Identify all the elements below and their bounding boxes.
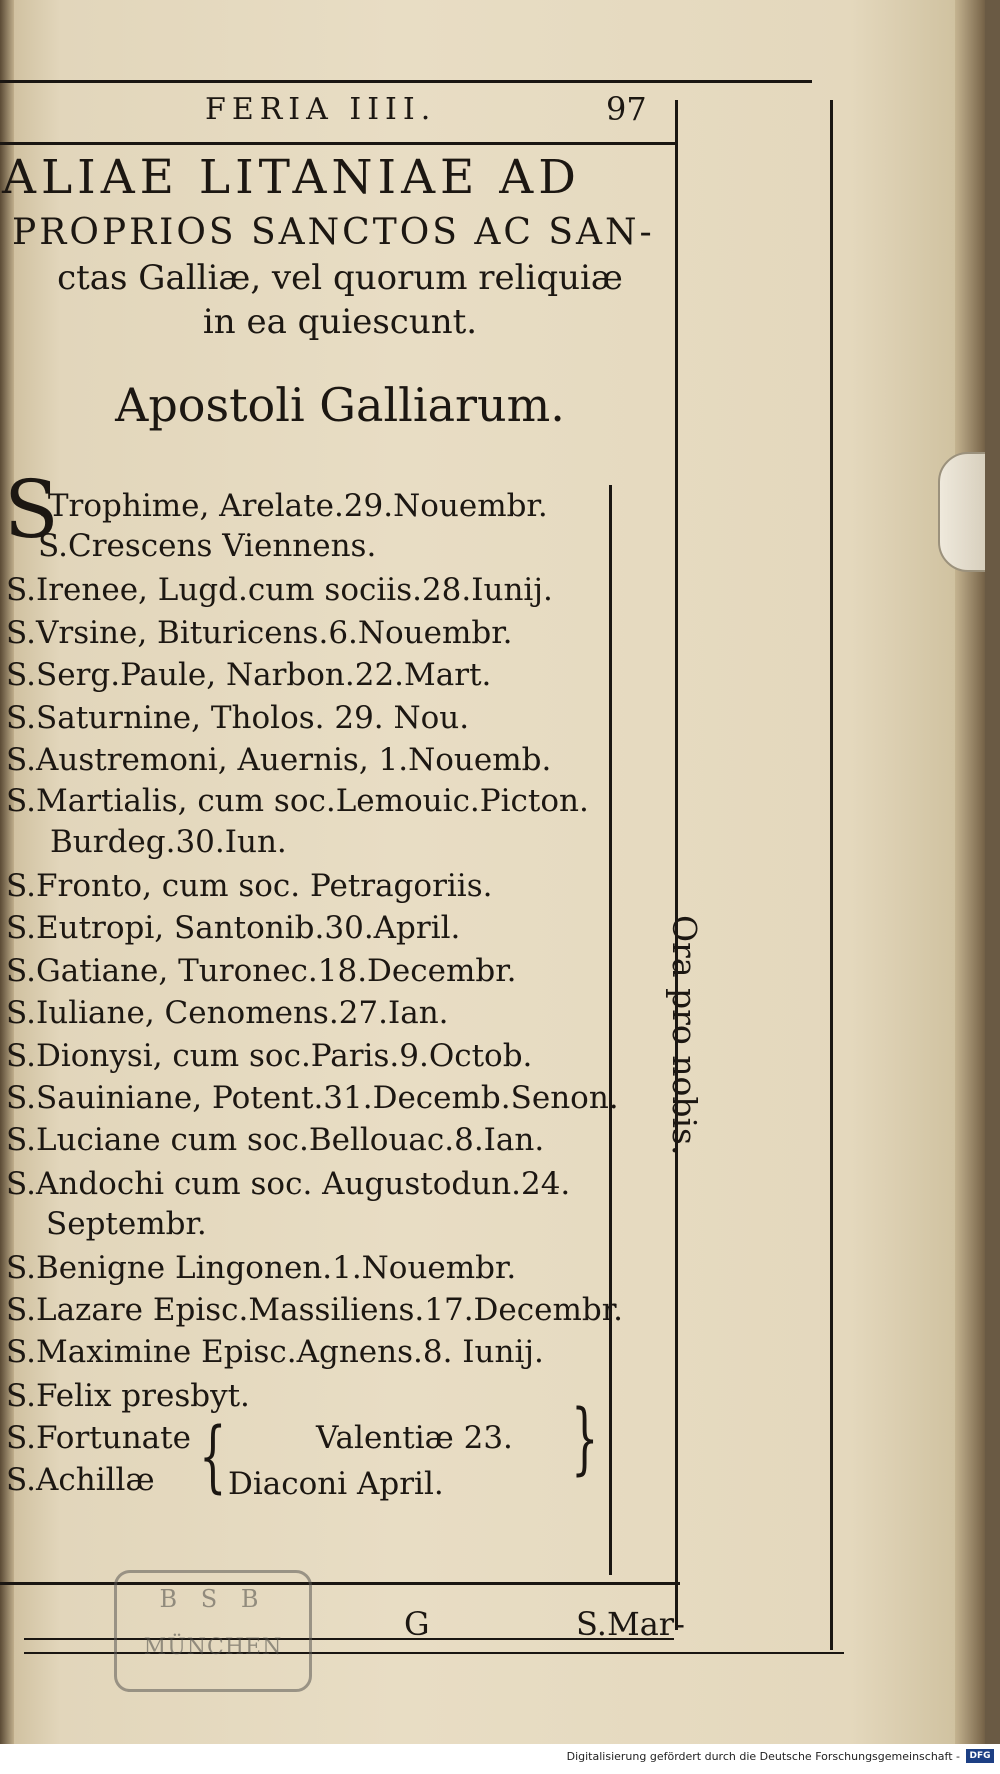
litany-entry: S.Irenee, Lugd.cum sociis.28.Iunij. — [6, 572, 553, 608]
stamp-line-1: B S B — [159, 1585, 267, 1613]
bottom-rule — [0, 1582, 680, 1585]
litany-entry-continued: Septembr. — [46, 1206, 207, 1242]
drop-cap: S — [4, 463, 59, 556]
litany-entry: .Trophime, Arelate.29.Nouembr. — [38, 488, 548, 524]
book-clasp — [938, 452, 985, 572]
top-rule — [0, 80, 812, 83]
litany-entry: S.Benigne Lingonen.1.Nouembr. — [6, 1250, 517, 1286]
catchword: S.Mar- — [576, 1605, 685, 1643]
title-line-3: ctas Galliæ, vel quorum reliquiæ — [57, 258, 623, 298]
title-line-4: in ea quiescunt. — [202, 302, 478, 342]
litany-entry: S.Lazare Episc.Massiliens.17.Decembr. — [6, 1292, 623, 1328]
running-head: FERIA IIII. — [205, 92, 437, 127]
litany-entry: S.Dionysi, cum soc.Paris.9.Octob. — [6, 1038, 533, 1074]
right-brace: } — [571, 1394, 599, 1484]
litany-entry: S.Felix presbyt. — [6, 1378, 250, 1414]
litany-entry: S.Serg.Paule, Narbon.22.Mart. — [6, 657, 492, 693]
litany-entry: S.Martialis, cum soc.Lemouic.Picton. — [6, 783, 589, 819]
outer-frame-line — [830, 100, 833, 1650]
group-name-2: S.Achillæ — [6, 1462, 155, 1498]
title-line-2: PROPRIOS SANCTOS AC SAN- — [12, 212, 655, 253]
header-rule — [0, 142, 675, 145]
response-bar — [609, 485, 612, 1575]
page-edge — [955, 0, 985, 1744]
litany-entry: S.Vrsine, Bituricens.6.Nouembr. — [6, 615, 513, 651]
litany-entry: S.Eutropi, Santonib.30.April. — [6, 910, 461, 946]
page-number: 97 — [606, 90, 647, 128]
litany-entry: S.Luciane cum soc.Bellouac.8.Ian. — [6, 1122, 545, 1158]
section-title: Apostoli Galliarum. — [115, 378, 565, 432]
litany-entry: S.Fronto, cum soc. Petragoriis. — [6, 868, 493, 904]
litany-entry: S.Maximine Episc.Agnens.8. Iunij. — [6, 1334, 544, 1370]
litany-entry: S.Austremoni, Auernis, 1.Nouemb. — [6, 742, 552, 778]
group-note-2: Diaconi April. — [228, 1466, 444, 1502]
library-stamp — [114, 1570, 312, 1692]
signature-mark: G — [404, 1605, 430, 1643]
litany-entry: S.Saturnine, Tholos. 29. Nou. — [6, 700, 470, 736]
stamp-line-2: MÜNCHEN — [143, 1635, 283, 1660]
group-note-1: Valentiæ 23. — [316, 1420, 513, 1456]
group-name-1: S.Fortunate — [6, 1420, 191, 1456]
litany-entry: S.Iuliane, Cenomens.27.Ian. — [6, 995, 449, 1031]
dfg-logo: DFG — [966, 1749, 994, 1763]
litany-entry: S.Gatiane, Turonec.18.Decembr. — [6, 953, 517, 989]
response-text: Ora pro nobis. — [665, 915, 704, 1156]
litany-entry-continued: Burdeg.30.Iun. — [50, 824, 287, 860]
left-brace: { — [199, 1412, 227, 1502]
litany-entry: S.Sauiniane, Potent.31.Decemb.Senon. — [6, 1080, 619, 1116]
title-line-1: ALIAE LITANIAE AD — [2, 150, 581, 205]
footer-credit: Digitalisierung gefördert durch die Deutsche Forschungsgemeinschaft - — [566, 1750, 960, 1763]
litany-entry: S.Crescens Viennens. — [38, 528, 377, 564]
litany-entry: S.Andochi cum soc. Augustodun.24. — [6, 1166, 571, 1202]
